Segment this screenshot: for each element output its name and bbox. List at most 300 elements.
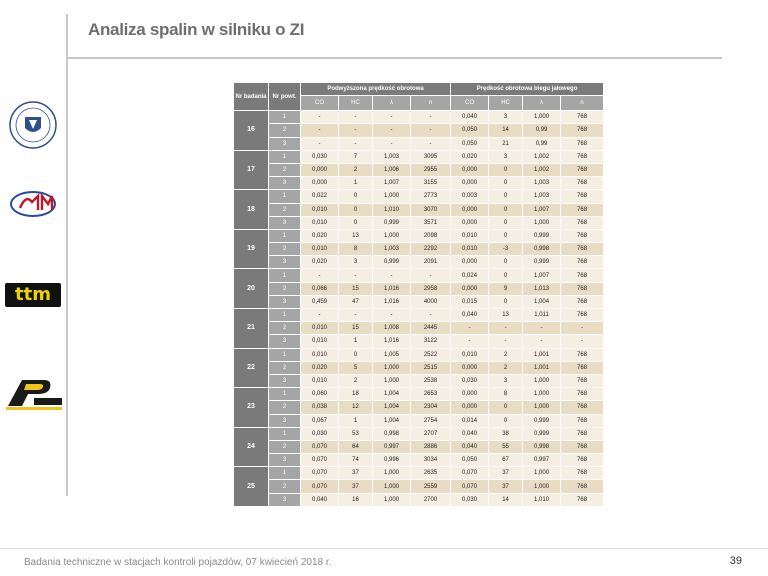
value-cell: -: [561, 335, 604, 348]
value-cell: 12: [339, 401, 373, 414]
table-row: [234, 256, 604, 269]
value-cell: 0,070: [301, 480, 339, 493]
value-cell: 0,998: [373, 427, 411, 440]
value-cell: 768: [561, 309, 604, 322]
test-number-cell: 19: [234, 229, 269, 269]
repeat-number-cell: 3: [269, 256, 301, 269]
value-cell: 0,000: [451, 177, 489, 190]
subheader-co: CO: [451, 96, 489, 111]
value-cell: 1,016: [373, 295, 411, 308]
repeat-number-cell: 1: [269, 348, 301, 361]
value-cell: 0,030: [451, 493, 489, 506]
table-row: [234, 216, 604, 229]
value-cell: -: [411, 111, 451, 124]
value-cell: -: [489, 322, 523, 335]
value-cell: 16: [339, 493, 373, 506]
value-cell: 0,997: [373, 440, 411, 453]
value-cell: 0,000: [451, 361, 489, 374]
page-number: 39: [729, 555, 742, 567]
value-cell: 768: [561, 111, 604, 124]
value-cell: 2886: [411, 440, 451, 453]
table-row: [234, 124, 604, 137]
value-cell: 0,000: [451, 216, 489, 229]
value-cell: 768: [561, 427, 604, 440]
value-cell: 0: [339, 190, 373, 203]
test-number-cell: 25: [234, 467, 269, 507]
value-cell: 2: [489, 348, 523, 361]
subheader-hc: HC: [489, 96, 523, 111]
value-cell: 768: [561, 256, 604, 269]
value-cell: 2538: [411, 374, 451, 387]
repeat-number-cell: 2: [269, 480, 301, 493]
subheader-n: n: [411, 96, 451, 111]
value-cell: 1,004: [373, 388, 411, 401]
value-cell: 1: [339, 414, 373, 427]
value-cell: 1,003: [373, 150, 411, 163]
subheader-co: CO: [301, 96, 339, 111]
value-cell: 18: [339, 388, 373, 401]
value-cell: 0,998: [523, 243, 561, 256]
table-row: [234, 335, 604, 348]
value-cell: 1: [339, 335, 373, 348]
value-cell: 67: [489, 454, 523, 467]
value-cell: 1,004: [523, 295, 561, 308]
value-cell: 0: [489, 190, 523, 203]
value-cell: 768: [561, 229, 604, 242]
value-cell: -: [373, 309, 411, 322]
value-cell: 0,010: [301, 216, 339, 229]
table-row: [234, 177, 604, 190]
value-cell: 768: [561, 388, 604, 401]
test-number-cell: 23: [234, 388, 269, 428]
value-cell: 2707: [411, 427, 451, 440]
value-cell: 0,000: [451, 203, 489, 216]
value-cell: 768: [561, 361, 604, 374]
value-cell: 768: [561, 454, 604, 467]
value-cell: 3: [489, 374, 523, 387]
value-cell: 15: [339, 322, 373, 335]
value-cell: 3070: [411, 203, 451, 216]
value-cell: 0,020: [301, 361, 339, 374]
test-number-cell: 21: [234, 309, 269, 349]
value-cell: -: [373, 111, 411, 124]
vertical-divider: [66, 14, 68, 496]
value-cell: 768: [561, 467, 604, 480]
value-cell: 0,040: [301, 493, 339, 506]
value-cell: -: [339, 124, 373, 137]
value-cell: -: [373, 124, 411, 137]
value-cell: 1,004: [373, 401, 411, 414]
value-cell: 0,070: [301, 467, 339, 480]
value-cell: 1,000: [373, 467, 411, 480]
value-cell: 768: [561, 440, 604, 453]
value-cell: 768: [561, 269, 604, 282]
value-cell: 0,99: [523, 137, 561, 150]
table-row: [234, 414, 604, 427]
value-cell: 0,040: [451, 309, 489, 322]
repeat-number-cell: 1: [269, 111, 301, 124]
repeat-number-cell: 3: [269, 374, 301, 387]
value-cell: 1,000: [523, 388, 561, 401]
value-cell: 2304: [411, 401, 451, 414]
value-cell: 1,000: [373, 374, 411, 387]
test-number-cell: 17: [234, 150, 269, 190]
header-idle-speed: Prędkość obrotowa biegu jałowego: [451, 83, 604, 96]
value-cell: 0,010: [451, 348, 489, 361]
repeat-number-cell: 2: [269, 282, 301, 295]
value-cell: 0: [339, 203, 373, 216]
value-cell: 0,000: [451, 282, 489, 295]
table-row: [234, 427, 604, 440]
table-row: [234, 269, 604, 282]
value-cell: 0,020: [451, 150, 489, 163]
value-cell: 0,040: [451, 427, 489, 440]
value-cell: 0,010: [301, 243, 339, 256]
exhaust-analysis-table: [233, 82, 604, 507]
table-row: [234, 295, 604, 308]
repeat-number-cell: 3: [269, 493, 301, 506]
value-cell: 64: [339, 440, 373, 453]
value-cell: -: [523, 335, 561, 348]
value-cell: 37: [489, 467, 523, 480]
value-cell: -: [301, 137, 339, 150]
value-cell: 768: [561, 282, 604, 295]
value-cell: 0,015: [451, 295, 489, 308]
value-cell: 768: [561, 177, 604, 190]
value-cell: 0: [489, 177, 523, 190]
value-cell: 0,999: [523, 256, 561, 269]
test-number-cell: 20: [234, 269, 269, 309]
value-cell: 1,000: [373, 229, 411, 242]
value-cell: 0,99: [523, 124, 561, 137]
value-cell: 0,040: [451, 111, 489, 124]
value-cell: 0,000: [301, 177, 339, 190]
value-cell: 2: [489, 361, 523, 374]
value-cell: 2: [339, 163, 373, 176]
value-cell: 1,003: [373, 243, 411, 256]
value-cell: 0,000: [451, 163, 489, 176]
value-cell: 0,020: [301, 229, 339, 242]
value-cell: 0,060: [301, 388, 339, 401]
repeat-number-cell: 3: [269, 216, 301, 229]
value-cell: 1,000: [523, 480, 561, 493]
value-cell: 0,030: [301, 427, 339, 440]
value-cell: -: [411, 124, 451, 137]
value-cell: 0,038: [301, 401, 339, 414]
table-row: [234, 493, 604, 506]
value-cell: 0: [489, 414, 523, 427]
value-cell: 1,003: [523, 190, 561, 203]
value-cell: 768: [561, 414, 604, 427]
value-cell: 1,001: [523, 348, 561, 361]
value-cell: 1,010: [523, 493, 561, 506]
value-cell: 21: [489, 137, 523, 150]
value-cell: 0,003: [451, 190, 489, 203]
value-cell: 0: [489, 295, 523, 308]
value-cell: 0: [489, 401, 523, 414]
repeat-number-cell: 1: [269, 190, 301, 203]
value-cell: 14: [489, 124, 523, 137]
value-cell: -: [339, 269, 373, 282]
value-cell: 768: [561, 401, 604, 414]
value-cell: 0,050: [451, 454, 489, 467]
value-cell: 0,070: [451, 467, 489, 480]
value-cell: 2522: [411, 348, 451, 361]
value-cell: 0,000: [451, 256, 489, 269]
value-cell: 768: [561, 150, 604, 163]
value-cell: 0: [489, 269, 523, 282]
value-cell: -: [489, 335, 523, 348]
value-cell: 0,000: [451, 388, 489, 401]
table-row: [234, 348, 604, 361]
repeat-number-cell: 2: [269, 203, 301, 216]
value-cell: 3034: [411, 454, 451, 467]
value-cell: 55: [489, 440, 523, 453]
repeat-number-cell: 3: [269, 295, 301, 308]
value-cell: 2559: [411, 480, 451, 493]
value-cell: 3: [489, 150, 523, 163]
value-cell: -: [411, 269, 451, 282]
repeat-number-cell: 2: [269, 243, 301, 256]
value-cell: 3: [339, 256, 373, 269]
value-cell: 0,010: [301, 374, 339, 387]
value-cell: 768: [561, 348, 604, 361]
value-cell: -: [301, 111, 339, 124]
repeat-number-cell: 3: [269, 137, 301, 150]
value-cell: 0,070: [451, 480, 489, 493]
value-cell: 768: [561, 190, 604, 203]
table-row: [234, 374, 604, 387]
value-cell: -: [301, 124, 339, 137]
value-cell: 15: [339, 282, 373, 295]
repeat-number-cell: 1: [269, 427, 301, 440]
value-cell: 14: [489, 493, 523, 506]
value-cell: -: [339, 137, 373, 150]
table-row: [234, 203, 604, 216]
value-cell: 1,000: [373, 361, 411, 374]
value-cell: 1,001: [523, 361, 561, 374]
value-cell: 0,067: [301, 414, 339, 427]
table-row: [234, 401, 604, 414]
value-cell: 1,000: [373, 480, 411, 493]
value-cell: 768: [561, 480, 604, 493]
value-cell: 0: [339, 216, 373, 229]
repeat-number-cell: 1: [269, 309, 301, 322]
table-row: [234, 150, 604, 163]
header-repeat-no: Nr powt.: [269, 83, 301, 111]
footer-divider: [0, 548, 768, 549]
value-cell: 37: [339, 467, 373, 480]
repeat-number-cell: 1: [269, 388, 301, 401]
value-cell: 0,997: [523, 454, 561, 467]
value-cell: 38: [489, 427, 523, 440]
test-number-cell: 22: [234, 348, 269, 388]
value-cell: 2958: [411, 282, 451, 295]
table-row: [234, 163, 604, 176]
value-cell: -: [411, 309, 451, 322]
value-cell: -: [339, 111, 373, 124]
subheader-hc: HC: [339, 96, 373, 111]
value-cell: 2515: [411, 361, 451, 374]
table-row: [234, 480, 604, 493]
repeat-number-cell: 1: [269, 150, 301, 163]
value-cell: 0,040: [451, 440, 489, 453]
value-cell: 1,016: [373, 335, 411, 348]
value-cell: 2773: [411, 190, 451, 203]
value-cell: 47: [339, 295, 373, 308]
value-cell: 0,999: [523, 229, 561, 242]
table-row: [234, 243, 604, 256]
header-high-speed: Podwyższona prędkość obrotowa: [301, 83, 451, 96]
value-cell: -: [523, 322, 561, 335]
value-cell: 2445: [411, 322, 451, 335]
value-cell: -: [561, 322, 604, 335]
value-cell: 1,002: [523, 163, 561, 176]
value-cell: 0: [489, 256, 523, 269]
value-cell: 0,024: [451, 269, 489, 282]
subheader-n: n: [561, 96, 604, 111]
table-row: [234, 440, 604, 453]
value-cell: 768: [561, 295, 604, 308]
footer-text: Badania techniczne w stacjach kontroli pojazdów, 07 kwiecień 2018 r.: [24, 557, 332, 568]
value-cell: 0,999: [373, 256, 411, 269]
value-cell: 0: [489, 163, 523, 176]
value-cell: 7: [339, 150, 373, 163]
value-cell: 1,000: [523, 401, 561, 414]
value-cell: 1,000: [523, 111, 561, 124]
value-cell: 1,002: [523, 150, 561, 163]
value-cell: 0,459: [301, 295, 339, 308]
repeat-number-cell: 1: [269, 269, 301, 282]
subheader-lambda: λ: [373, 96, 411, 111]
value-cell: 0,070: [301, 454, 339, 467]
value-cell: 3095: [411, 150, 451, 163]
value-cell: 1,005: [373, 348, 411, 361]
value-cell: 0,066: [301, 282, 339, 295]
value-cell: 1,000: [373, 190, 411, 203]
value-cell: 74: [339, 454, 373, 467]
repeat-number-cell: 3: [269, 177, 301, 190]
value-cell: 0,030: [451, 374, 489, 387]
repeat-number-cell: 3: [269, 335, 301, 348]
value-cell: 37: [339, 480, 373, 493]
value-cell: 0,014: [451, 414, 489, 427]
value-cell: 0: [489, 216, 523, 229]
value-cell: 2955: [411, 163, 451, 176]
ttm-logo-text: ttm: [15, 284, 51, 305]
table-row: [234, 229, 604, 242]
value-cell: 4000: [411, 295, 451, 308]
repeat-number-cell: 3: [269, 454, 301, 467]
value-cell: 0,010: [301, 335, 339, 348]
repeat-number-cell: 2: [269, 440, 301, 453]
value-cell: 768: [561, 374, 604, 387]
value-cell: 0,999: [523, 414, 561, 427]
value-cell: 0: [339, 348, 373, 361]
value-cell: 9: [489, 282, 523, 295]
value-cell: 2091: [411, 256, 451, 269]
value-cell: -: [301, 309, 339, 322]
value-cell: 3571: [411, 216, 451, 229]
value-cell: 2098: [411, 229, 451, 242]
repeat-number-cell: 3: [269, 414, 301, 427]
value-cell: 1,011: [523, 309, 561, 322]
value-cell: 2754: [411, 414, 451, 427]
table-row: [234, 467, 604, 480]
value-cell: 1,004: [373, 414, 411, 427]
table-row: [234, 309, 604, 322]
value-cell: 0,998: [523, 440, 561, 453]
value-cell: 2: [339, 374, 373, 387]
value-cell: 0,010: [301, 322, 339, 335]
value-cell: -: [451, 335, 489, 348]
value-cell: 0: [489, 229, 523, 242]
value-cell: 0,010: [451, 243, 489, 256]
table-row: [234, 282, 604, 295]
value-cell: 0,010: [451, 229, 489, 242]
test-number-cell: 24: [234, 427, 269, 467]
value-cell: -: [451, 322, 489, 335]
value-cell: 0,022: [301, 190, 339, 203]
subheader-lambda: λ: [523, 96, 561, 111]
table-row: [234, 388, 604, 401]
page-title: Analiza spalin w silniku o ZI: [88, 20, 305, 39]
wat-crest-logo: [8, 100, 58, 150]
table-row: [234, 322, 604, 335]
value-cell: 1: [339, 177, 373, 190]
table-row: [234, 111, 604, 124]
repeat-number-cell: 2: [269, 124, 301, 137]
value-cell: 8: [489, 388, 523, 401]
value-cell: 1,007: [523, 203, 561, 216]
value-cell: 0,010: [301, 348, 339, 361]
value-cell: 37: [489, 480, 523, 493]
value-cell: 768: [561, 216, 604, 229]
repeat-number-cell: 2: [269, 163, 301, 176]
value-cell: 1,000: [523, 216, 561, 229]
value-cell: 2292: [411, 243, 451, 256]
value-cell: 768: [561, 137, 604, 150]
value-cell: 0,000: [301, 163, 339, 176]
value-cell: 0,050: [451, 124, 489, 137]
value-cell: 1,000: [373, 493, 411, 506]
value-cell: 5: [339, 361, 373, 374]
value-cell: 768: [561, 493, 604, 506]
value-cell: -: [411, 137, 451, 150]
table-row: [234, 190, 604, 203]
value-cell: 0,010: [301, 203, 339, 216]
table-row: [234, 454, 604, 467]
repeat-number-cell: 1: [269, 467, 301, 480]
value-cell: 1,008: [373, 322, 411, 335]
test-number-cell: 18: [234, 190, 269, 230]
value-cell: 0: [489, 203, 523, 216]
header-test-no: Nr badania: [234, 83, 269, 111]
value-cell: 1,006: [373, 163, 411, 176]
value-cell: 1,010: [373, 203, 411, 216]
table-row: [234, 137, 604, 150]
value-cell: 8: [339, 243, 373, 256]
test-number-cell: 16: [234, 111, 269, 151]
value-cell: 1,013: [523, 282, 561, 295]
repeat-number-cell: 2: [269, 322, 301, 335]
value-cell: 53: [339, 427, 373, 440]
value-cell: 768: [561, 203, 604, 216]
value-cell: 1,000: [523, 467, 561, 480]
sim-logo: [8, 186, 58, 222]
value-cell: 768: [561, 163, 604, 176]
value-cell: 0,000: [451, 401, 489, 414]
